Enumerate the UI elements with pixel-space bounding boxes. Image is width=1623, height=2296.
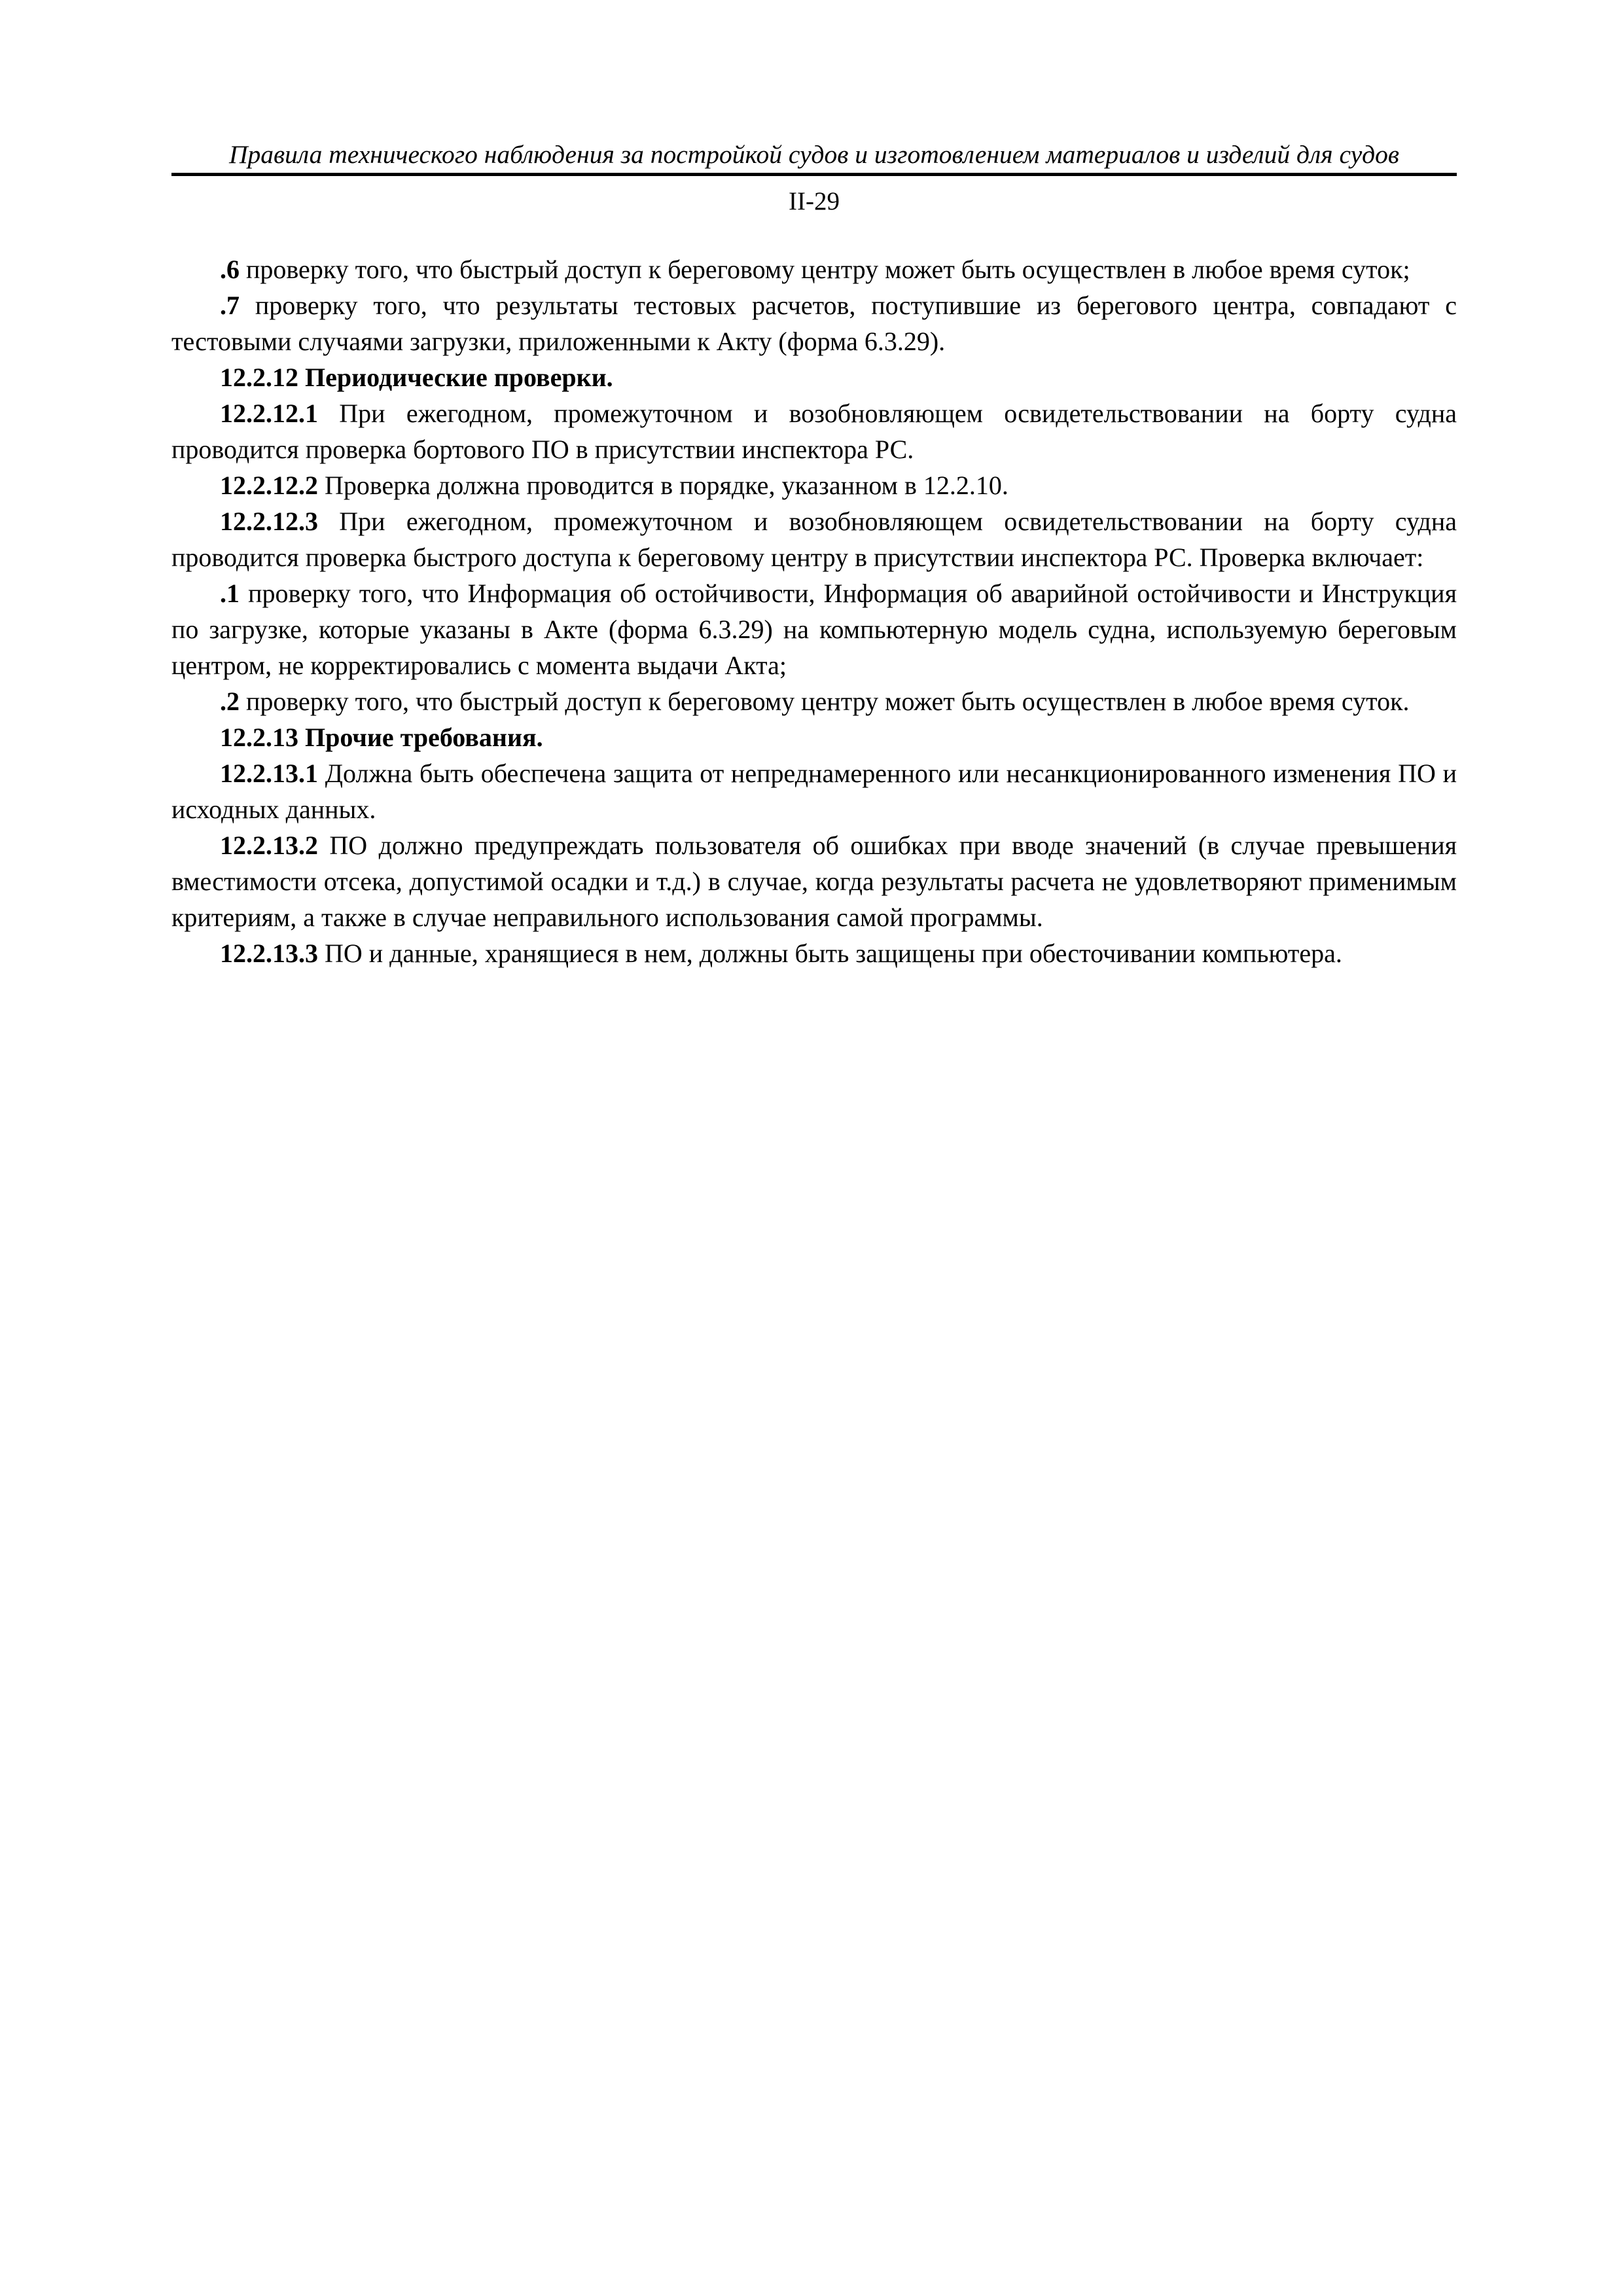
clause-number: 12.2.13.2 — [220, 831, 318, 860]
running-header: Правила технического наблюдения за постройкой судов и изготовлением материалов и изделий для судов — [171, 137, 1457, 176]
clause-number: 12.2.12.3 — [220, 507, 318, 536]
item-number: .1 — [220, 579, 240, 608]
document-body — [171, 251, 1457, 971]
item-text: проверку того, что Информация об остойчивости, Информация об аварийной остойчивости и Инструкция по загрузке, которые указаны в Акте (форма 6.3.29) на компьютерную модель судна, используемую береговым центром, не корректировались с момента выдачи Акта; — [171, 579, 1457, 680]
item-text: проверку того, что быстрый доступ к береговому центру может быть осуществлен в любое время суток; — [240, 255, 1410, 284]
item-number: .6 — [220, 255, 240, 284]
clause-number: 12.2.12.2 — [220, 471, 318, 500]
item-text: проверку того, что результаты тестовых расчетов, поступившие из берегового центра, совпадают с тестовыми случаями загрузки, приложенными к Акту (форма 6.3.29). — [171, 291, 1457, 356]
clause-12-2-12-2 — [171, 467, 1457, 503]
item-text: проверку того, что быстрый доступ к береговому центру может быть осуществлен в любое время суток. — [240, 687, 1410, 716]
section-number: 12.2.13 — [220, 723, 298, 752]
list-item-6 — [171, 251, 1457, 287]
section-heading-12-2-13 — [171, 719, 1457, 755]
clause-text: ПО должно предупреждать пользователя об ошибках при вводе значений (в случае превышения вместимости отсека, допустимой осадки и т.д.) в случае, когда результаты расчета не удовлетворяют применимым критериям, а также в случае неправильного использования самой программы. — [171, 831, 1457, 932]
clause-12-2-12-1 — [171, 395, 1457, 467]
section-title: Периодические проверки. — [298, 363, 613, 392]
clause-12-2-13-3 — [171, 935, 1457, 971]
clause-number: 12.2.12.1 — [220, 399, 318, 428]
list-item-2 — [171, 683, 1457, 719]
clause-text: При ежегодном, промежуточном и возобновляющем освидетельствовании на борту судна проводится проверка быстрого доступа к береговому центру в присутствии инспектора РС. Проверка включает: — [171, 507, 1457, 572]
section-number: 12.2.12 — [220, 363, 298, 392]
section-title: Прочие требования. — [298, 723, 543, 752]
page-number: II-29 — [789, 187, 840, 215]
item-number: .2 — [220, 687, 240, 716]
clause-12-2-13-2 — [171, 827, 1457, 935]
clause-text: Должна быть обеспечена защита от непреднамеренного или несанкционированного изменения ПО и исходных данных. — [171, 759, 1457, 824]
clause-text: ПО и данные, хранящиеся в нем, должны быть защищены при обесточивании компьютера. — [318, 939, 1342, 968]
clause-number: 12.2.13.1 — [220, 759, 318, 788]
item-number: .7 — [220, 291, 240, 320]
list-item-7 — [171, 287, 1457, 359]
clause-12-2-13-1 — [171, 755, 1457, 827]
list-item-1 — [171, 575, 1457, 683]
clause-number: 12.2.13.3 — [220, 939, 318, 968]
section-heading-12-2-12 — [171, 359, 1457, 395]
clause-text: Проверка должна проводится в порядке, указанном в 12.2.10. — [318, 471, 1008, 500]
clause-12-2-12-3 — [171, 503, 1457, 575]
clause-text: При ежегодном, промежуточном и возобновляющем освидетельствовании на борту судна проводится проверка бортового ПО в присутствии инспектора РС. — [171, 399, 1457, 464]
